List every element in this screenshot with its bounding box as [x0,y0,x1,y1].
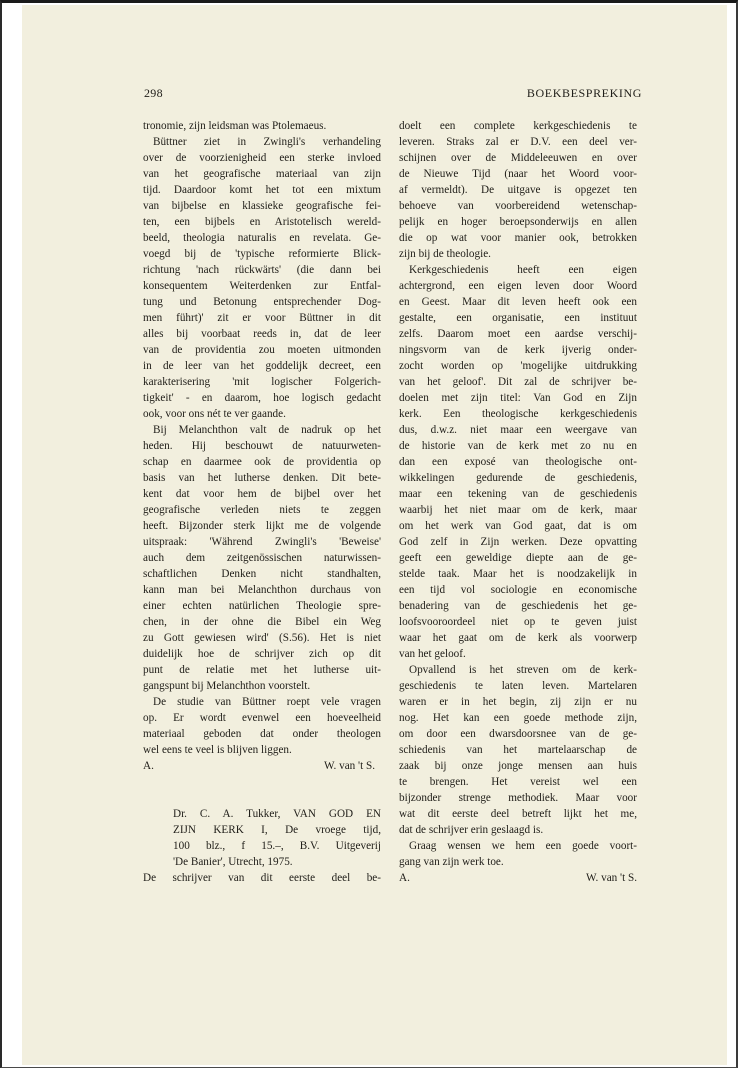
text-line: te brengen. Het vereist wel een [399,776,637,788]
text-line: kent dat voor hem de bijbel over het [143,488,381,500]
right-signature [399,870,637,886]
text-line: van de providentia zou moeten uitmonden [143,344,381,356]
text-line: heeft. Bijzonder sterk lijkt me de volgende [143,520,381,532]
text-line: beeld, theologia naturalis en revelata. Ge- [143,232,381,244]
text-line: konsequentem Weiterdenken zur Entfal- [143,280,381,292]
text-line: van het geloof'. Dit zal de schrijver be- [399,376,637,388]
text-line: basis van het lutherse denken. Dit bete- [143,472,381,484]
text-line: materiaal geboden dat onder theologen [143,728,381,740]
text-line: zu Gott gewiesen wird' (S.56). Het is niet [143,632,381,644]
signature-author: W. van 't S. [585,872,637,884]
text-line: geografische verleden niets te zeggen [143,504,381,516]
text-line: van het geografische materiaal van zijn [143,168,381,180]
left-column-body [143,118,381,758]
text-line: van bijbelse en klassieke geografische fei- [143,200,381,212]
signature-initial: A. [143,760,154,772]
text-line: tigkeit' - en daarom, hoe logisch gedacht [143,392,381,404]
text-line: Büttner ziet in Zwingli's verhandeling [153,136,381,148]
text-line: De studie van Büttner roept vele vragen [153,696,381,708]
text-line: alles bij voorbaat reeds in, dat de leer [143,328,381,340]
text-line: dus, d.w.z. niet maar een weergave van [399,424,637,436]
text-line: achtergrond, een eigen leven door Woord [399,280,637,292]
text-line: ningsvorm van de kerk ijverig onder- [399,344,637,356]
text-line: gang van zijn werk toe. [399,856,504,868]
text-line: benadering van de geschiedenis het ge- [399,600,637,612]
text-line: auch dem zeitgenössischen naturwissen- [143,552,381,564]
text-line: schiedenis van het martelaarschap de [399,744,637,756]
right-column-body [399,118,637,870]
text-line: om door een dwarsdoorsnee van de ge- [399,728,637,740]
text-line: waren er in het begin, zij zijn er nu [399,696,637,708]
text-line: bijzonder strenge methodiek. Maar voor [399,792,637,804]
text-line: tronomie, zijn leidsman was Ptolemaeus. [143,120,327,132]
text-line: schaftlichen Denken nicht standhalten, [143,568,381,580]
book-reference-line: Dr. C. A. Tukker, VAN GOD EN [173,808,381,820]
text-line: over de voorzienigheid een sterke invloed [143,152,381,164]
text-line: Kerkgeschiedenis heeft een eigen [409,264,637,276]
text-line: punt de relatie met het lutherse uit- [143,664,381,676]
text-line: kerk. Een theologische kerkgeschiedenis [399,408,637,420]
text-line: stelde taak. Maar het is noodzakelijk in [399,568,637,580]
text-line: geschiedenis te laten leven. Martelaren [399,680,637,692]
text-line: geeft een geweldige diepte aan de ge- [399,552,637,564]
text-line: Opvallend is het streven om de kerk- [409,664,637,676]
text-line: gestalte, een organisatie, een instituut [399,312,637,324]
running-header: BOEKBESPREKING [526,86,642,100]
text-line: tung und Betonung entsprechender Dog- [143,296,381,308]
text-line: en Geest. Maar dit leven heeft ook een [399,296,637,308]
text-line: zelfs. Daarom moet een aardse verschij- [399,328,637,340]
signature-author: W. van 't S. [323,760,375,772]
text-line: karakterisering 'mit logischer Folgerich- [143,376,381,388]
book-reference [143,806,381,870]
text-line: einer echten natürlichen Theologie spre- [143,600,381,612]
text-line: waarbij het niet maar om de kerk, maar [399,504,637,516]
text-line: wikkelingen gedurende de geschiedenis, [399,472,637,484]
text-line: loofsvooroordeel niet op te geven juist [399,616,637,628]
text-line: ook, voor ons nét te ver gaande. [143,408,286,420]
text-line: Bij Melanchthon valt de nadruk op het [153,424,381,436]
text-line: doelt een complete kerkgeschiedenis te [399,120,637,132]
text-line: schijnen over de Middeleeuwen en over [399,152,637,164]
text-line: een tijd vol sociologie en economische [399,584,637,596]
text-line: richtung 'nach rückwärts' (die dann bei [143,264,381,276]
text-line: wat dit eerste deel betreft lijkt het me, [399,808,637,820]
left-column [143,118,381,886]
text-line: dan een exposé van theologische ont- [399,456,637,468]
text-line: men führt)' zit er voor Büttner in dit [143,312,381,324]
text-line: in de leer van het goddelijk decreet, een [143,360,381,372]
text-line: de historie van de kerk met zo nu en [399,440,637,452]
text-line: dat de schrijver erin geslaagd is. [399,824,544,836]
text-line: Graag wensen we hem een goede voort- [409,840,637,852]
page-number: 298 [144,86,163,100]
book-reference-line: 'De Banier', Utrecht, 1975. [173,856,293,868]
text-line: tijd. Daardoor komt het tot een mixtum [143,184,381,196]
text-line: heden. Hij beschouwt de natuurweten- [143,440,381,452]
right-column [399,118,637,886]
text-line: om het werk van God gaat, dat is om [399,520,637,532]
text-line: de Nieuwe Tijd (naar het Woord voor- [399,168,637,180]
text-line: zocht worden op 'mogelijke uitdrukking [399,360,637,372]
text-line: op. Er wordt evenwel een hoeveelheid [143,712,381,724]
signature-initial: A. [399,872,410,884]
text-line: chen, in der ohne die Bibel ein Weg [143,616,381,628]
text-line: pelijk en hoger beroepsonderwijs en allen [399,216,637,228]
left-signature [143,758,381,774]
text-line: af vermeldt). De uitgave is opgezet ten [399,184,637,196]
text-line: voegd bij de 'typische reformierte Blick- [143,248,381,260]
text-line: waar het gaat om de kerk als voorwerp [399,632,637,644]
text-line: doelen met zijn titel: Van God en Zijn [399,392,637,404]
text-line: schap en daarmee ook de providentia op [143,456,381,468]
text-line: zijn bij de theologie. [399,248,491,260]
text-line: van het geloof. [399,648,466,660]
text-line: ten, een bijbels en Aristotelisch wereld- [143,216,381,228]
text-line: duidelijk hoe de schrijver zich op dit [143,648,381,660]
text-line: behoeve van voorbereidend wetenschap- [399,200,637,212]
text-line: die op wat voor manier ook, betrokken [399,232,637,244]
text-line: zaak bij onze jonge mensen aan huis [399,760,637,772]
text-line: nog. Het kan een goede methode zijn, [399,712,637,724]
book-reference-line: 100 blz., f 15.–, B.V. Uitgeverij [173,840,381,852]
text-line: maar een tekening van de geschiedenis [399,488,637,500]
text-line: uitspraak: 'Während Zwingli's 'Beweise' [143,536,381,548]
text-line: God zelf in Zijn werken. Deze opvatting [399,536,637,548]
text-line: wel eens te veel is blijven liggen. [143,744,292,756]
left-final-line: De schrijver van dit eerste deel be- [143,872,381,884]
book-reference-line: ZIJN KERK I, De vroege tijd, [173,824,381,836]
text-line: leveren. Straks zal er D.V. een deel ver- [399,136,637,148]
text-line: kann man bei Melanchthon durchaus von [143,584,381,596]
text-line: gangspunt bij Melanchthon voorstelt. [143,680,311,692]
